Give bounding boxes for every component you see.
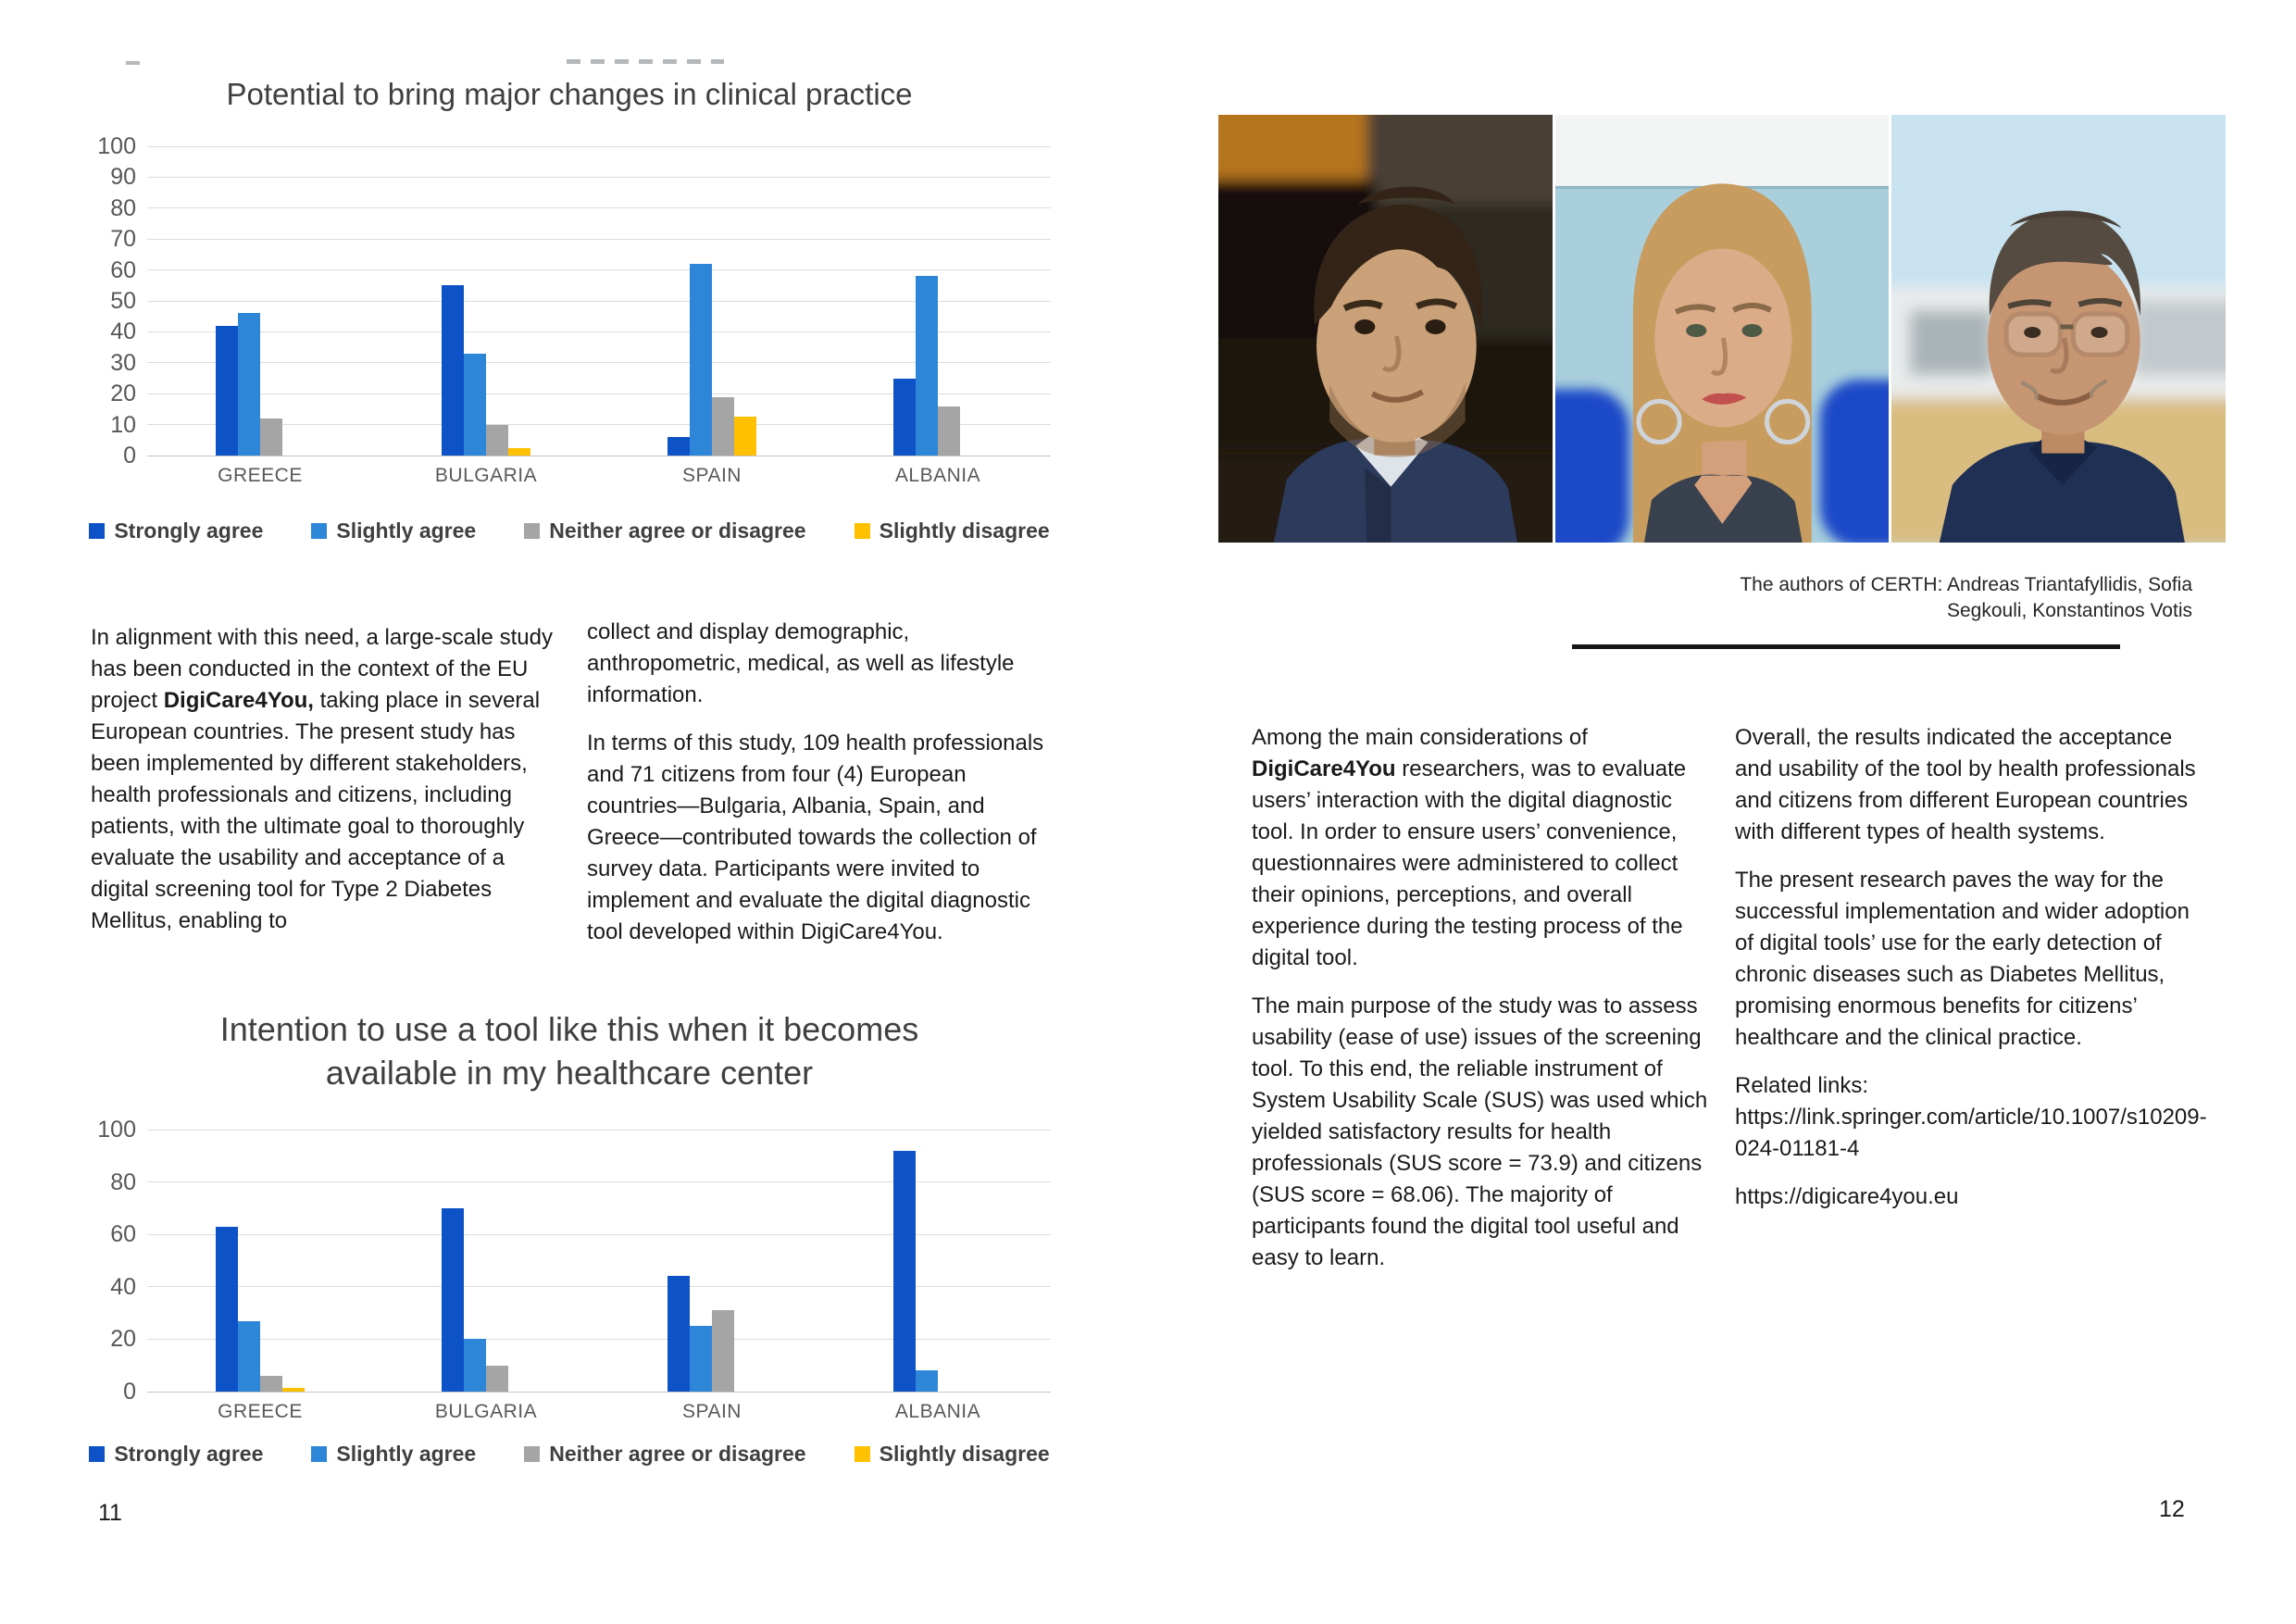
bar-albania-slightly-agree <box>916 276 938 456</box>
x-axis-category-label: GREECE <box>218 465 303 486</box>
portrait-man-dark-hair <box>1218 115 1553 543</box>
text-segment: taking place in several European countries. The present study has been implemented by different stakeholders, health professionals and citizens, including patients, with the ultimate goal to thoroughly evaluate the usability and acceptance of a digital screening tool for Type 2 Diabetes Mellitus, enabling to <box>91 688 541 933</box>
legend-item <box>855 518 1050 543</box>
bar-albania-neither-agree-or-disagree <box>938 406 960 456</box>
y-axis-tick-label: 80 <box>110 194 136 221</box>
author-photo-andreas-triantafyllidis <box>1218 115 1553 543</box>
text-segment: Among the main considerations of <box>1252 725 1588 750</box>
y-axis <box>88 133 147 468</box>
y-axis-tick-label: 30 <box>110 349 136 376</box>
bar-bulgaria-slightly-agree <box>464 354 486 456</box>
bar-spain-slightly-disagree <box>734 417 756 456</box>
legend-item <box>311 518 476 543</box>
photo-caption-line-2: Segkouli, Konstantinos Votis <box>1946 600 2192 621</box>
x-axis-category-label: ALBANIA <box>894 465 981 486</box>
bar-bulgaria-neither-agree-or-disagree <box>486 425 508 456</box>
gridline <box>147 239 1051 240</box>
legend-swatch <box>855 1446 870 1462</box>
y-axis-tick-label: 40 <box>110 1273 136 1300</box>
y-axis-tick-label: 60 <box>110 1221 136 1248</box>
legend-label: Slightly disagree <box>879 1442 1050 1466</box>
x-axis-category-label: GREECE <box>218 1401 303 1422</box>
y-axis-tick-label: 0 <box>123 443 136 468</box>
gridline <box>147 207 1051 208</box>
page-number-right: 12 <box>2159 1496 2185 1522</box>
author-photo-sofia-segkouli <box>1555 115 1890 543</box>
paragraph: collect and display demographic, anthropometric, medical, as well as lifestyle information. <box>587 619 1015 707</box>
legend-label: Strongly agree <box>114 1442 264 1466</box>
chart-intention-to-use <box>88 1007 1051 1467</box>
legend-label: Slightly agree <box>336 1442 477 1466</box>
y-axis <box>88 1117 147 1405</box>
y-axis-tick-label: 20 <box>110 1326 136 1353</box>
author-photos <box>1218 115 2226 543</box>
author-photo-konstantinos-votis <box>1891 115 2226 543</box>
y-axis-tick-label: 100 <box>97 133 136 159</box>
chart-title: Potential to bring major changes in clinical practice <box>226 77 913 111</box>
gridline <box>147 177 1051 178</box>
bar-spain-slightly-agree <box>690 1326 712 1392</box>
y-axis-tick-label: 80 <box>110 1168 136 1195</box>
bar-bulgaria-slightly-disagree <box>508 448 530 456</box>
left-page-column-1 <box>91 622 568 954</box>
bar-spain-slightly-agree <box>690 264 712 456</box>
bar-albania-slightly-agree <box>916 1370 938 1392</box>
bold-text-segment: DigiCare4You <box>1252 756 1396 781</box>
photo-caption <box>1600 572 2192 624</box>
legend-item <box>524 518 805 543</box>
legend-swatch <box>524 1446 540 1462</box>
legend-item <box>855 1442 1050 1467</box>
gridline <box>147 1130 1051 1131</box>
bar-albania-strongly-agree <box>893 379 916 456</box>
x-axis-category-label: SPAIN <box>682 465 742 486</box>
y-axis-tick-label: 20 <box>110 381 136 407</box>
related-links-text[interactable]: Related links: https://link.springer.com/article/10.1007/s10209-024-01181-4 <box>1735 1073 2207 1161</box>
text-segment: researchers, was to evaluate users’ interaction with the digital diagnostic tool. In order to ensure users’ convenience, questionnaires were administered to collect their opinions, perceptions, and overall experience during the testing process of the digital tool. <box>1252 756 1687 970</box>
paragraph: In terms of this study, 109 health professionals and 71 citizens from four (4) European countries—Bulgaria, Albania, Spain, and Greece—contributed towards the collection of survey data. Participants were invited to implement and evaluate the digital diagnostic tool developed within DigiCare4You. <box>587 731 1044 944</box>
y-axis-tick-label: 60 <box>110 256 136 283</box>
y-axis-tick-label: 10 <box>110 411 136 438</box>
paragraph: The present research paves the way for the successful implementation and wider adoption of digital tools’ use for the early detection of chronic diseases such as Diabetes Mellitus, promising enormous benefits for citizens’ healthcare and the clinical practice. <box>1735 868 2190 1050</box>
legend-label: Neither agree or disagree <box>549 1442 806 1466</box>
section-divider-rule <box>1572 644 2120 649</box>
x-axis-category-label: BULGARIA <box>434 1401 538 1422</box>
x-axis <box>147 456 1051 489</box>
right-page-column-1 <box>1252 722 1719 1291</box>
plot-area <box>147 146 1051 456</box>
x-axis-category-label: ALBANIA <box>894 1401 981 1422</box>
y-axis-tick-label: 0 <box>123 1379 136 1405</box>
paragraph: Overall, the results indicated the acceptance and usability of the tool by health professionals and citizens from different European countries with different types of health systems. <box>1735 725 2196 844</box>
legend-label: Neither agree or disagree <box>549 518 806 543</box>
legend-swatch <box>524 523 540 539</box>
cropped-text-artifact <box>126 61 141 65</box>
paragraph <box>91 622 568 937</box>
legend-swatch <box>311 1446 327 1462</box>
bar-greece-slightly-agree <box>238 313 260 456</box>
left-page-column-2 <box>587 617 1061 965</box>
bold-text-segment: DigiCare4You, <box>163 688 314 713</box>
paragraph <box>1252 722 1719 974</box>
bar-greece-strongly-agree <box>216 1227 238 1392</box>
legend-swatch <box>855 523 870 539</box>
cropped-text-artifact <box>567 59 724 64</box>
legend-item <box>524 1442 805 1467</box>
legend-item <box>89 518 263 543</box>
y-axis-tick-label: 90 <box>110 164 136 191</box>
portrait-woman-blonde-hair <box>1555 115 1890 543</box>
legend-swatch <box>89 1446 105 1462</box>
gridline <box>147 269 1051 270</box>
chart-title: Intention to use a tool like this when it becomes available in my healthcare center <box>219 1010 919 1092</box>
bar-spain-neither-agree-or-disagree <box>712 397 734 456</box>
x-axis <box>147 1392 1051 1425</box>
bar-bulgaria-strongly-agree <box>442 285 464 456</box>
portrait-man-glasses <box>1891 115 2226 543</box>
bar-bulgaria-slightly-agree <box>464 1339 486 1392</box>
legend-label: Slightly disagree <box>879 518 1050 543</box>
chart-legend <box>88 1442 1051 1467</box>
bar-spain-neither-agree-or-disagree <box>712 1310 734 1392</box>
y-axis-tick-label: 70 <box>110 226 136 253</box>
y-axis-tick-label: 100 <box>97 1117 136 1143</box>
x-axis-category-label: SPAIN <box>682 1401 742 1422</box>
plot-area <box>147 1130 1051 1392</box>
gridline <box>147 146 1051 147</box>
legend-label: Strongly agree <box>114 518 264 543</box>
text-segment: In alignment with this need, a large-scale study has been conducted in the context of the EU project <box>91 625 553 713</box>
bar-bulgaria-neither-agree-or-disagree <box>486 1366 508 1392</box>
chart-clinical-practice <box>88 72 1051 543</box>
page-number-left: 11 <box>98 1500 122 1526</box>
bar-spain-strongly-agree <box>668 1276 690 1392</box>
bar-albania-strongly-agree <box>893 1151 916 1392</box>
legend-item <box>311 1442 476 1467</box>
chart-legend <box>88 518 1051 543</box>
bar-greece-neither-agree-or-disagree <box>260 418 282 456</box>
photo-caption-line-1: The authors of CERTH: Andreas Triantafyllidis, Sofia <box>1740 574 2192 595</box>
legend-swatch <box>311 523 327 539</box>
digicare4you-url[interactable]: https://digicare4you.eu <box>1735 1184 1959 1209</box>
legend-label: Slightly agree <box>336 518 477 543</box>
bar-greece-neither-agree-or-disagree <box>260 1376 282 1392</box>
paragraph: The main purpose of the study was to assess usability (ease of use) issues of the screening tool. To this end, the reliable instrument of System Usability Scale (SUS) was used which yielded satisfactory results for health professionals (SUS score = 73.9) and citizens (SUS score = 68.06). The majority of participants found the digital tool useful and easy to learn. <box>1252 993 1708 1270</box>
legend-swatch <box>89 523 105 539</box>
right-page-column-2 <box>1735 722 2207 1230</box>
x-axis-category-label: BULGARIA <box>434 465 538 486</box>
bar-spain-strongly-agree <box>668 437 690 456</box>
bar-greece-slightly-agree <box>238 1321 260 1392</box>
bar-greece-strongly-agree <box>216 326 238 456</box>
bar-bulgaria-strongly-agree <box>442 1208 464 1392</box>
y-axis-tick-label: 40 <box>110 319 136 345</box>
legend-item <box>89 1442 263 1467</box>
y-axis-tick-label: 50 <box>110 288 136 314</box>
